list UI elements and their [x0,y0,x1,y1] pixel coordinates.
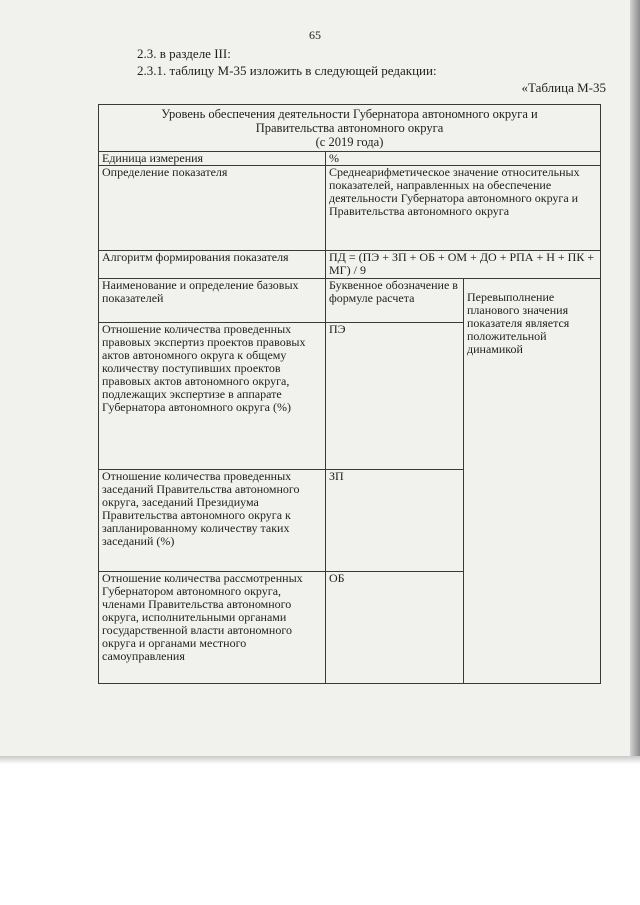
section-instruction: 2.3.1. таблицу М-35 изложить в следующей редакции: [137,63,437,78]
symbol-label: Буквенное обозначение в формуле расчета [326,279,464,323]
table-title-cell [99,105,601,152]
unit-label: Единица измерения [99,152,326,166]
base-indicators-label: Наименование и определение базовых показателей [99,279,326,323]
indicator-name: Отношение количества проведенных заседаний Правительства автономного округа, заседаний Президиума Правительства автономного округа к запланированному количеству таких заседаний (%) [99,470,326,572]
indicator-name: Отношение количества проведенных правовых экспертиз проектов правовых актов автономного округа к общему количеству поступивших проектов правовых актов автономного округа, подлежащих экспертизе в аппарате Губернатора автономного округа (%) [99,323,326,470]
indicator-symbol: ПЭ [326,323,464,470]
note-cell [464,279,601,684]
page-bottom-edge [0,756,640,764]
indicator-symbol: ОБ [326,572,464,684]
table-title-line3: (с 2019 года) [315,135,384,149]
table-title-line1: Уровень обеспечения деятельности Губернатора автономного округа и [161,107,538,121]
algorithm-label: Алгоритм формирования показателя [99,251,326,279]
note-text: Перевыполнение планового значения показателя является положительной динамикой [467,290,570,356]
indicator-name: Отношение количества рассмотренных Губернатором автономного округа, членами Правительства автономного округа, исполнительными органами государственной власти автономного округа и органами местного самоуправления [99,572,326,684]
page-edge-shadow [630,0,640,762]
indicator-symbol: ЗП [326,470,464,572]
definition-value [326,166,601,251]
section-heading: 2.3. в разделе III: [137,46,231,61]
definition-label: Определение показателя [99,166,326,251]
table-caption: «Таблица М-35 [521,80,606,95]
table-title-line2: Правительства автономного округа [255,121,444,135]
page-number: 65 [309,28,321,42]
indicator-table [98,104,601,684]
unit-value: % [326,152,601,166]
definition-text: Среднеарифметическое значение относительных показателей, направленных на обеспечение деятельности Губернатора автономного округа и Правительства автономного округа [329,165,580,218]
algorithm-value: ПД = (ПЭ + ЗП + ОБ + ОМ + ДО + РПА + Н + ПК + МГ) / 9 [326,251,601,279]
